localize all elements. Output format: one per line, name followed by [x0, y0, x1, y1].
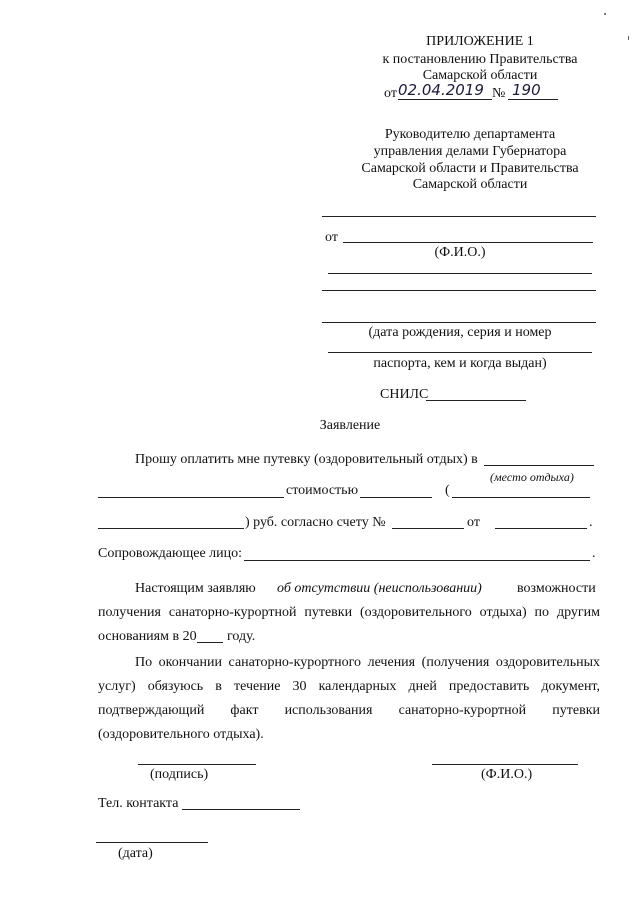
cost-amount-line [360, 497, 432, 498]
cost-label: стоимостью [286, 483, 359, 498]
snils-line [426, 400, 526, 401]
handwritten-number: 190 [512, 81, 541, 99]
addressee-line3: Самарской области и Правительства [361, 161, 579, 176]
para1-line1-italic: об отсутствии (неиспользовании) [277, 581, 482, 596]
para2-line4: (оздоровительного отдыха). [98, 727, 264, 742]
cost-words-line [452, 497, 590, 498]
para1-line2: получения санаторно-курортной путевки (оздоровительного отдыха) по другим [98, 605, 600, 620]
place-caption: (место отдыха) [490, 470, 574, 484]
applicant-name-line [343, 242, 593, 243]
invoice-date-line [495, 528, 587, 529]
applicant-blank-line [328, 273, 592, 274]
invoice-from-label: от [467, 515, 480, 530]
addressee-line2: управления делами Губернатора [373, 144, 567, 159]
date-underline [398, 99, 492, 100]
date-line [96, 842, 208, 843]
addressee-line1: Руководителю департамента [384, 127, 556, 142]
number-underline [508, 99, 558, 100]
passport-caption-1: (дата рождения, серия и номер [368, 325, 552, 340]
applicant-fio-caption: (Ф.И.О.) [434, 245, 486, 260]
date-prefix: от [384, 86, 397, 101]
para1-line3-start: основаниям в 20 [98, 629, 197, 644]
scan-mark [628, 36, 629, 40]
request-line-1: Прошу оплатить мне путевку (оздоровительный отдых) в [135, 452, 478, 467]
statement-title: Заявление [319, 418, 381, 433]
signature-caption: (подпись) [150, 767, 209, 782]
applicant-from-label: от [325, 230, 338, 245]
place-line [484, 465, 594, 466]
phone-line [182, 809, 300, 810]
para1-line3-end: году. [227, 629, 256, 644]
appendix-line1: к постановлению Правительства [382, 52, 578, 67]
para1-line1-start: Настоящим заявляю [135, 581, 256, 596]
appendix-line2: Самарской области [422, 68, 538, 83]
invoice-period: . [589, 515, 593, 530]
addressee-line4: Самарской области [412, 177, 528, 192]
scan-mark [604, 13, 606, 15]
applicant-blank-line [322, 216, 596, 217]
para1-line1-end: возможности [517, 581, 596, 596]
year-blank-line [197, 642, 223, 643]
handwritten-date: 02.04.2019 [398, 81, 484, 99]
companion-label: Сопровождающее лицо: [98, 546, 243, 561]
number-sign: № [492, 86, 506, 101]
date-caption: (дата) [118, 846, 153, 861]
applicant-blank-line [322, 290, 596, 291]
para2-line3: подтверждающий факт использования санаторно-курортной путевки [98, 703, 600, 718]
snils-label: СНИЛС [380, 387, 429, 402]
companion-period: . [592, 546, 596, 561]
cost-open-paren: ( [445, 483, 450, 498]
phone-label: Тел. контакта [98, 796, 179, 811]
appendix-title: ПРИЛОЖЕНИЕ 1 [426, 34, 534, 49]
passport-caption-2: паспорта, кем и когда выдан) [373, 356, 547, 371]
signature-line [138, 764, 256, 765]
fio-caption: (Ф.И.О.) [481, 767, 533, 782]
para2-line2: услуг) обязуюсь в течение 30 календарных дней предоставить документ, [98, 679, 600, 694]
fio-line [432, 764, 578, 765]
rub-words-line [98, 528, 244, 529]
cost-blank-line [98, 497, 284, 498]
invoice-number-line [392, 528, 464, 529]
applicant-blank-line [322, 322, 596, 323]
companion-line [244, 560, 590, 561]
para2-line1: По окончании санаторно-курортного лечения (получения оздоровительных [135, 655, 600, 670]
applicant-blank-line [328, 352, 592, 353]
rub-invoice-text: ) руб. согласно счету № [245, 515, 386, 530]
